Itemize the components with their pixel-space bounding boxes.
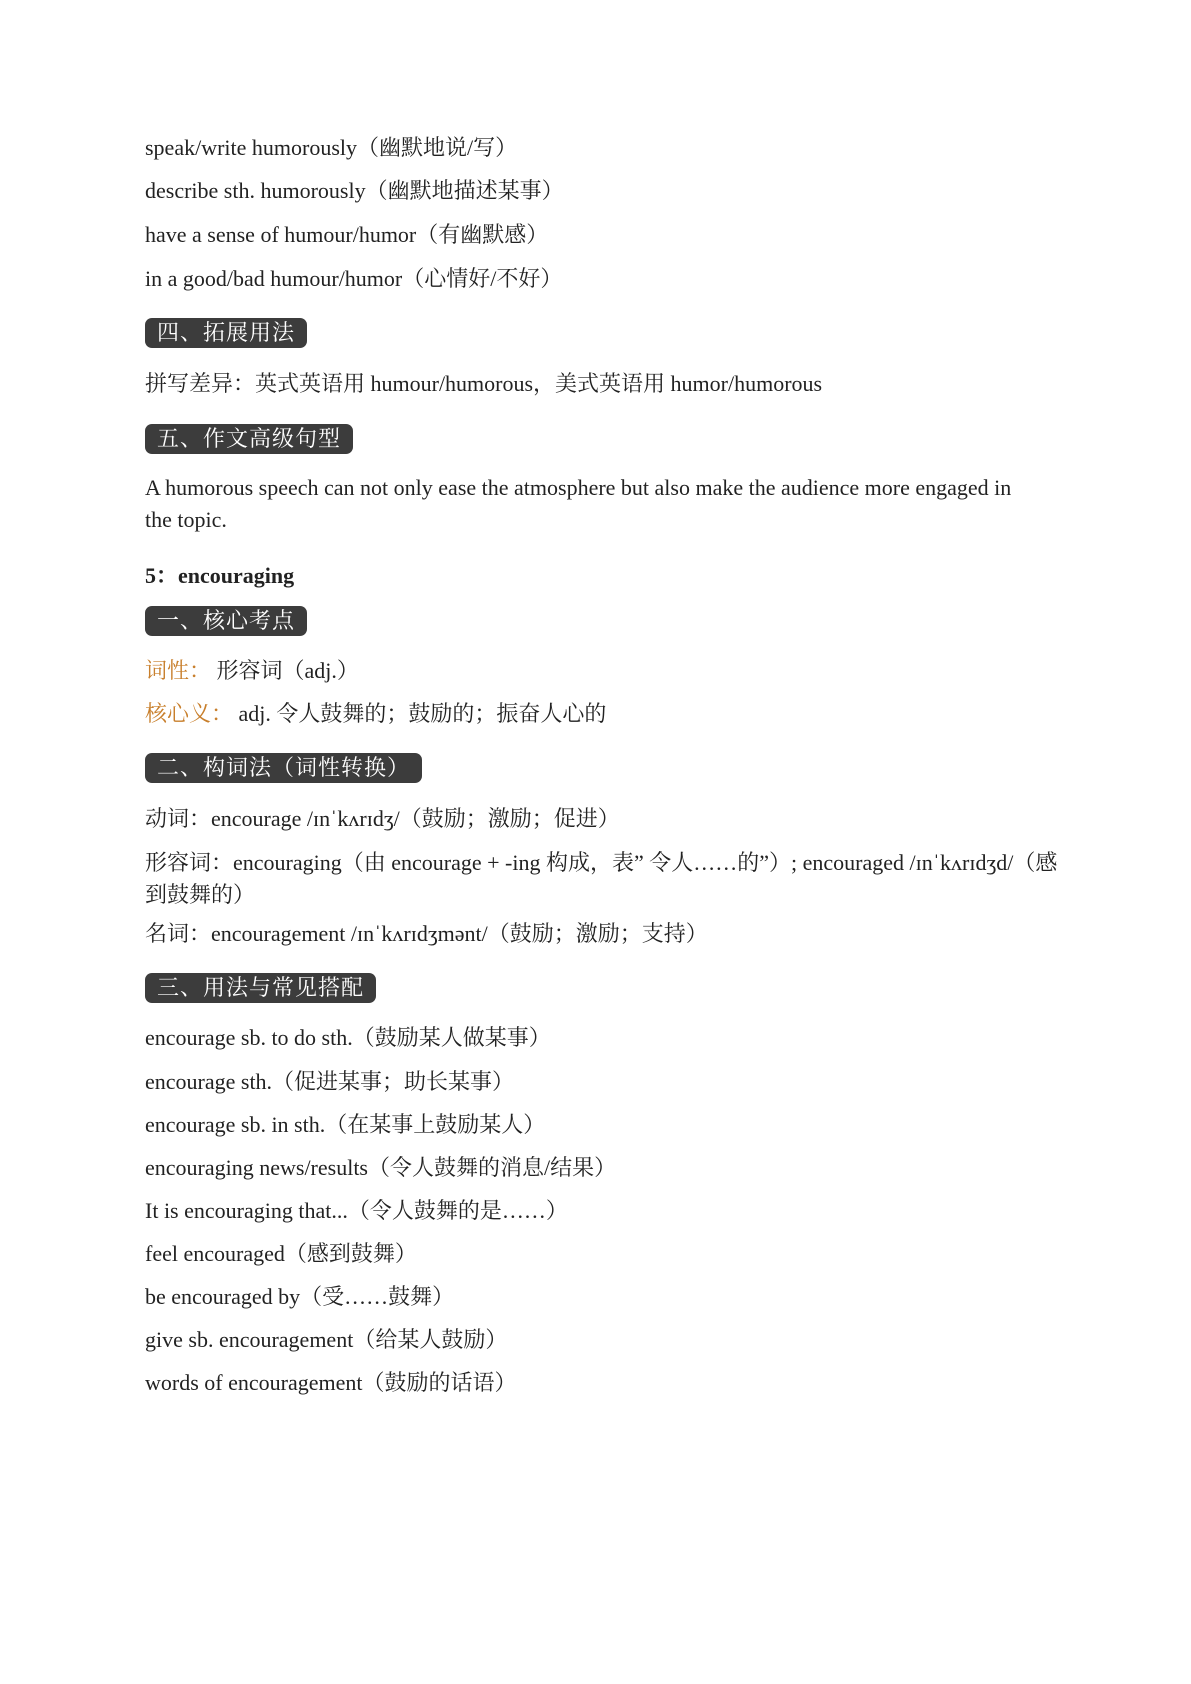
noun-form-line: 名词：encouragement /ɪnˈkʌrɪdʒmənt/（鼓励；激励；支持）	[145, 921, 708, 946]
section-heading-label: 五、作文高级句型	[145, 424, 353, 454]
verb-form-line: 动词：encourage /ɪnˈkʌrɪdʒ/（鼓励；激励；促进）	[145, 806, 620, 831]
section-heading-label: 二、构词法（词性转换）	[145, 753, 422, 783]
section-heading-word-formation	[145, 753, 1065, 783]
spelling-difference-text: 拼写差异：英式英语用 humour/humorous，美式英语用 humor/humorous	[145, 371, 823, 396]
section-heading-label: 四、拓展用法	[145, 318, 307, 348]
meaning-value: adj. 令人鼓舞的；鼓励的；振奋人心的	[238, 701, 607, 726]
section-heading-label: 一、核心考点	[145, 606, 307, 636]
usage-item: encouraging news/results（令人鼓舞的消息/结果）	[145, 1155, 617, 1180]
usage-item: feel encouraged（感到鼓舞）	[145, 1241, 417, 1266]
pos-value: 形容词（adj.）	[216, 658, 359, 683]
word-number: 5：	[145, 563, 179, 588]
collocation-line: speak/write humorously（幽默地说/写）	[145, 135, 518, 160]
collocation-line: have a sense of humour/humor（有幽默感）	[145, 222, 549, 247]
meaning-label: 核心义：	[145, 701, 234, 726]
collocation-line: describe sth. humorously（幽默地描述某事）	[145, 178, 564, 203]
collocation-line: in a good/bad humour/humor（心情好/不好）	[145, 266, 563, 291]
usage-item: give sb. encouragement（给某人鼓励）	[145, 1327, 508, 1352]
usage-item: words of encouragement（鼓励的话语）	[145, 1370, 517, 1395]
section-heading-usage	[145, 973, 1065, 1003]
section-heading-extended-usage	[145, 318, 1065, 348]
word-headword: encouraging	[178, 563, 295, 588]
usage-item: be encouraged by（受……鼓舞）	[145, 1284, 455, 1309]
section-heading-core	[145, 606, 1065, 636]
section-heading-writing-pattern	[145, 424, 1065, 454]
usage-item: It is encouraging that...（令人鼓舞的是……）	[145, 1198, 568, 1223]
core-meaning-line	[145, 699, 1065, 729]
usage-item: encourage sb. in sth.（在某事上鼓励某人）	[145, 1112, 546, 1137]
adjective-form-line: 形容词：encouraging（由 encourage + -ing 构成，表” 令人……的”）; encouraged /ɪnˈkʌrɪdʒd/（感到鼓舞的）	[145, 850, 1058, 907]
word-title	[145, 561, 1065, 591]
part-of-speech-line	[145, 656, 1065, 686]
usage-item: encourage sb. to do sth.（鼓励某人做某事）	[145, 1025, 551, 1050]
pos-label: 词性：	[145, 658, 212, 683]
example-sentence: A humorous speech can not only ease the atmosphere but also make the audience more engaged in the topic.	[145, 475, 1012, 532]
section-heading-label: 三、用法与常见搭配	[145, 973, 376, 1003]
usage-item: encourage sth.（促进某事；助长某事）	[145, 1069, 515, 1094]
